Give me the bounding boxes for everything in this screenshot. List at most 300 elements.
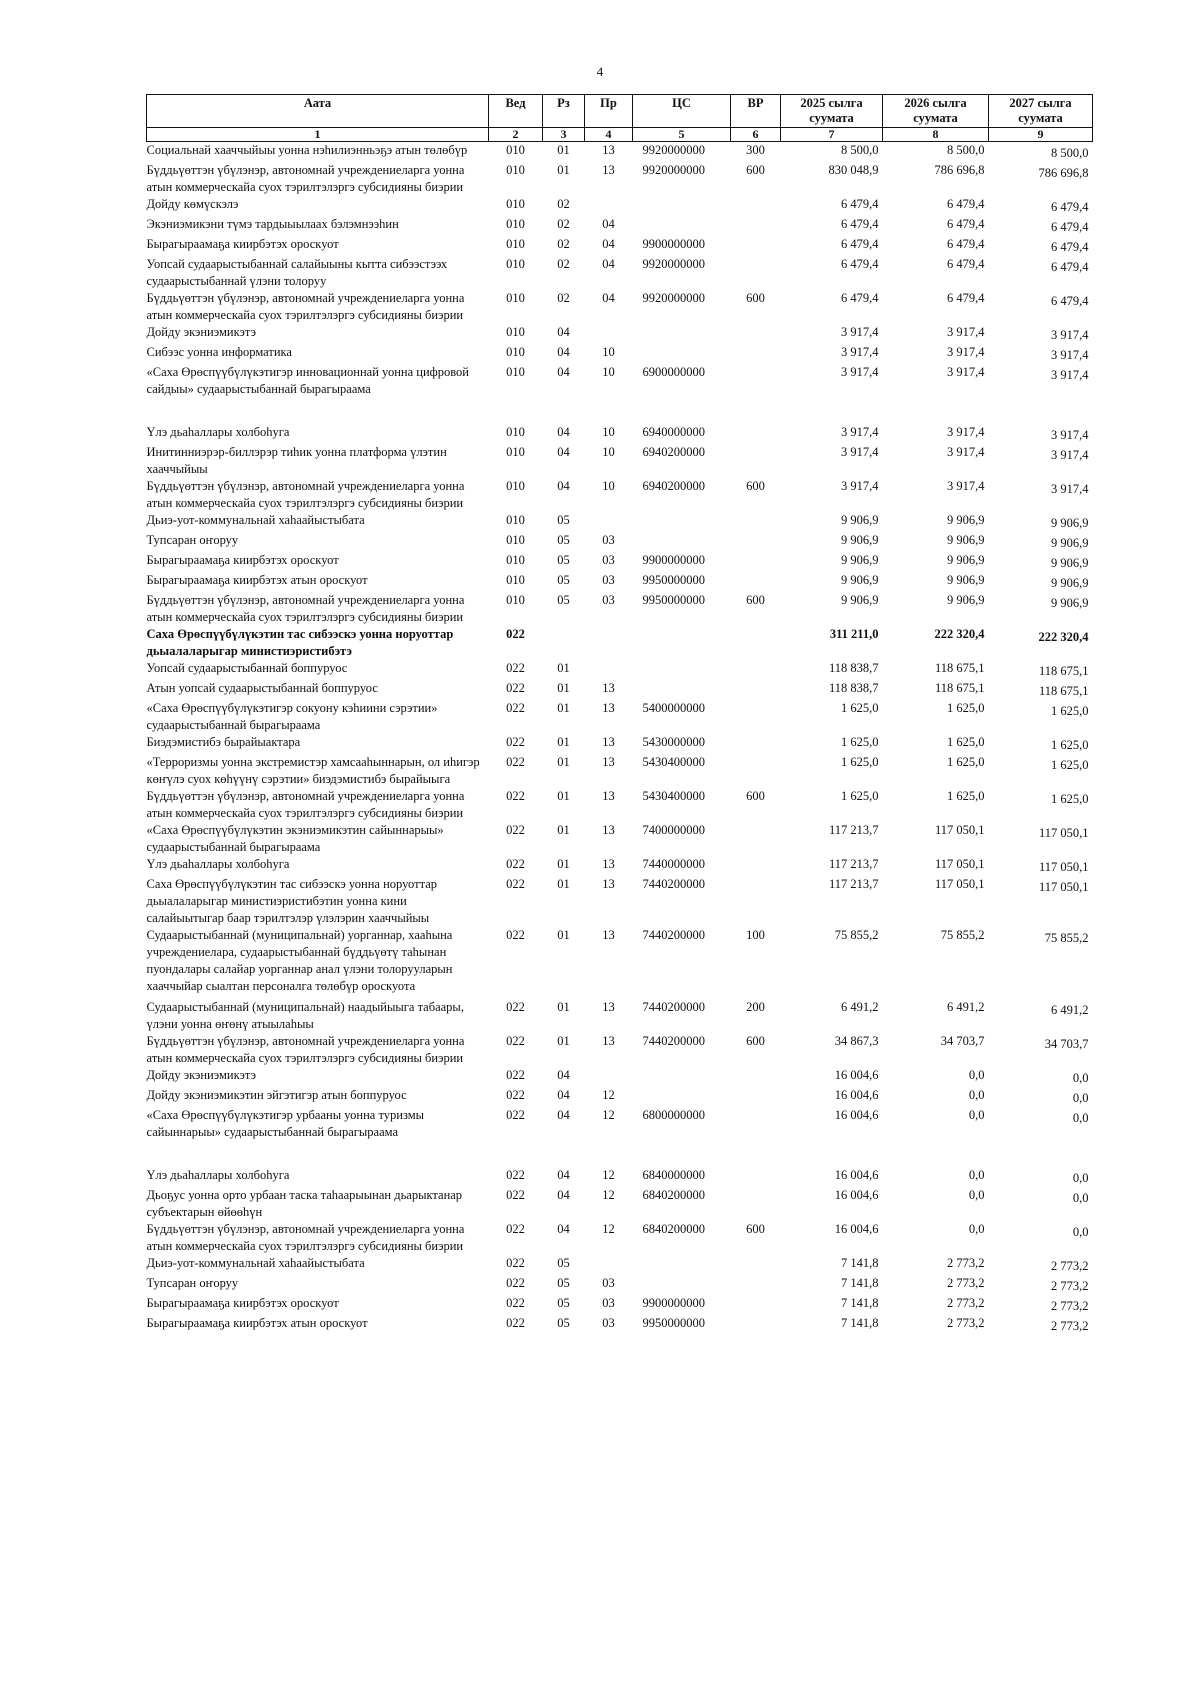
row-ved: 022 — [506, 857, 525, 871]
row-amount-2026: 6 479,4 — [947, 291, 985, 305]
table-row — [147, 822, 1093, 856]
row-ved: 010 — [506, 143, 525, 157]
column-number: 9 — [989, 128, 1093, 142]
row-amount-2027: 1 625,0 — [1051, 758, 1089, 772]
row-amount-2025: 1 625,0 — [841, 701, 879, 715]
row-pr: 13 — [602, 681, 615, 695]
row-vr: 300 — [746, 143, 765, 157]
row-ved: 010 — [506, 425, 525, 439]
row-amount-2025: 118 838,7 — [828, 661, 879, 675]
row-amount-2026: 0,0 — [968, 1068, 985, 1082]
row-amount-2026: 3 917,4 — [947, 479, 985, 493]
row-cs — [633, 532, 731, 552]
table-row — [147, 364, 1093, 424]
row-amount-2025: 3 917,4 — [841, 325, 879, 339]
row-amount-2025: 16 004,6 — [834, 1188, 879, 1202]
table-row — [147, 1275, 1093, 1295]
row-rz: 01 — [557, 143, 570, 157]
row-pr: 12 — [602, 1088, 615, 1102]
row-cs: 9950000000 — [642, 573, 705, 587]
table-row — [147, 444, 1093, 478]
table-row — [147, 1167, 1093, 1187]
row-amount-2026: 117 050,1 — [934, 877, 985, 891]
row-ved: 022 — [506, 877, 525, 891]
row-ved: 010 — [506, 325, 525, 339]
row-vr — [731, 822, 781, 856]
table-row — [147, 344, 1093, 364]
col-2027-header: 2027 сылга суумата — [989, 95, 1093, 128]
row-amount-2026: 222 320,4 — [934, 627, 985, 641]
row-amount-2027: 0,0 — [1072, 1071, 1089, 1085]
row-pr: 13 — [602, 789, 615, 803]
row-amount-2025: 311 211,0 — [829, 627, 879, 641]
row-ved: 010 — [506, 163, 525, 177]
row-vr — [731, 364, 781, 424]
row-amount-2025: 7 141,8 — [841, 1296, 879, 1310]
row-pr: 10 — [602, 479, 615, 493]
row-cs — [633, 1255, 731, 1275]
column-number: 6 — [731, 128, 781, 142]
row-pr: 03 — [602, 1296, 615, 1310]
row-amount-2025: 9 906,9 — [841, 513, 879, 527]
row-cs: 7440000000 — [642, 857, 705, 871]
row-amount-2025: 16 004,6 — [834, 1068, 879, 1082]
row-name: Сибээс уонна информатика — [146, 345, 292, 359]
row-amount-2027: 0,0 — [1072, 1171, 1089, 1185]
row-cs: 9920000000 — [642, 143, 705, 157]
row-pr — [585, 512, 633, 532]
row-amount-2027: 222 320,4 — [1038, 630, 1089, 644]
row-amount-2027: 2 773,2 — [1051, 1279, 1089, 1293]
row-rz: 01 — [557, 789, 570, 803]
column-number: 7 — [781, 128, 883, 142]
row-amount-2025: 16 004,6 — [834, 1222, 879, 1236]
row-name: Үлэ дьаһаллары холбоһуга — [146, 425, 290, 439]
row-rz: 02 — [557, 197, 570, 211]
row-amount-2025: 6 479,4 — [841, 257, 879, 271]
row-cs: 7440200000 — [642, 1000, 705, 1014]
row-name: Биэдэмистибэ бырайыактара — [146, 735, 301, 749]
row-rz: 01 — [557, 823, 570, 837]
row-vr — [731, 1167, 781, 1187]
row-pr — [585, 1255, 633, 1275]
column-number: 1 — [147, 128, 489, 142]
row-amount-2027: 3 917,4 — [1051, 448, 1089, 462]
row-cs: 9900000000 — [642, 237, 705, 251]
row-rz: 02 — [557, 257, 570, 271]
row-amount-2027: 6 479,4 — [1051, 294, 1089, 308]
row-ved: 022 — [506, 1276, 525, 1290]
row-rz: 01 — [557, 1000, 570, 1014]
row-amount-2027: 9 906,9 — [1051, 536, 1089, 550]
row-amount-2025: 7 141,8 — [841, 1316, 879, 1330]
row-amount-2026: 3 917,4 — [947, 345, 985, 359]
row-ved: 022 — [506, 755, 525, 769]
row-amount-2027: 6 479,4 — [1051, 220, 1089, 234]
row-cs — [633, 512, 731, 532]
row-rz: 05 — [557, 1316, 570, 1330]
table-row — [147, 1187, 1093, 1221]
row-vr — [731, 626, 781, 660]
row-amount-2025: 830 048,9 — [828, 163, 879, 177]
table-row — [147, 162, 1093, 196]
row-rz: 02 — [557, 217, 570, 231]
row-vr — [731, 236, 781, 256]
row-vr — [731, 734, 781, 754]
row-cs — [633, 1067, 731, 1087]
row-vr — [731, 512, 781, 532]
row-amount-2027: 3 917,4 — [1051, 348, 1089, 362]
row-vr — [731, 1275, 781, 1295]
row-rz: 01 — [557, 681, 570, 695]
row-amount-2025: 3 917,4 — [841, 479, 879, 493]
row-ved: 022 — [506, 681, 525, 695]
row-amount-2026: 0,0 — [968, 1188, 985, 1202]
row-rz: 04 — [557, 345, 570, 359]
row-pr: 04 — [602, 257, 615, 271]
row-vr: 600 — [746, 1034, 765, 1048]
row-cs: 5400000000 — [642, 701, 705, 715]
row-ved: 010 — [506, 291, 525, 305]
row-amount-2027: 1 625,0 — [1051, 792, 1089, 806]
row-amount-2025: 3 917,4 — [841, 365, 879, 379]
table-row — [147, 572, 1093, 592]
row-vr: 600 — [746, 163, 765, 177]
row-pr: 04 — [602, 291, 615, 305]
row-amount-2027: 0,0 — [1072, 1191, 1089, 1205]
row-name: Дойду экэниэмикэтин эйгэтигэр атын боппуруос — [146, 1088, 407, 1102]
row-amount-2025: 3 917,4 — [841, 445, 879, 459]
table-row — [147, 788, 1093, 822]
row-amount-2027: 3 917,4 — [1051, 482, 1089, 496]
row-vr — [731, 572, 781, 592]
row-name: Судаарыстыбаннай (муниципальнай) наадыйыыга табаары, үлэни уонна өҥөнү атыылаһыы — [146, 1000, 464, 1031]
row-amount-2025: 117 213,7 — [828, 877, 879, 891]
row-amount-2027: 6 479,4 — [1051, 260, 1089, 274]
row-amount-2027: 34 703,7 — [1044, 1037, 1089, 1051]
row-cs: 7440200000 — [642, 1034, 705, 1048]
row-amount-2027: 9 906,9 — [1051, 596, 1089, 610]
row-amount-2026: 9 906,9 — [947, 513, 985, 527]
row-pr: 12 — [602, 1168, 615, 1182]
row-vr — [731, 324, 781, 344]
row-name: Уопсай судаарыстыбаннай боппуруос — [146, 661, 348, 675]
row-amount-2026: 6 479,4 — [947, 257, 985, 271]
row-name: Бүддьүөттэн үбүлэнэр, автономнай учреждениеларга уонна атын коммерческайа суох тэрилтэлэргэ субсидияны биэрии — [146, 593, 465, 624]
table-row — [147, 734, 1093, 754]
row-amount-2025: 6 479,4 — [841, 197, 879, 211]
row-vr — [731, 532, 781, 552]
row-name: Бүддьүөттэн үбүлэнэр, автономнай учреждениеларга уонна атын коммерческайа суох тэрилтэлэргэ субсидияны биэрии — [146, 1222, 465, 1253]
row-cs — [633, 344, 731, 364]
row-amount-2025: 9 906,9 — [841, 593, 879, 607]
row-vr — [731, 256, 781, 290]
row-cs: 9950000000 — [642, 593, 705, 607]
row-amount-2025: 3 917,4 — [841, 425, 879, 439]
row-amount-2027: 9 906,9 — [1051, 516, 1089, 530]
table-row — [147, 1087, 1093, 1107]
row-rz: 02 — [557, 291, 570, 305]
table-row — [147, 290, 1093, 324]
row-amount-2025: 6 479,4 — [841, 217, 879, 231]
row-pr: 13 — [602, 1034, 615, 1048]
row-pr: 13 — [602, 143, 615, 157]
row-rz: 05 — [557, 533, 570, 547]
row-cs: 5430000000 — [642, 735, 705, 749]
row-name: Бүддьүөттэн үбүлэнэр, автономнай учреждениеларга уонна атын коммерческайа суох тэрилтэлэргэ субсидияны биэрии — [146, 163, 465, 194]
row-rz: 04 — [557, 325, 570, 339]
row-amount-2026: 2 773,2 — [947, 1316, 985, 1330]
row-amount-2027: 9 906,9 — [1051, 556, 1089, 570]
table-row — [147, 660, 1093, 680]
col-rz-header: Рз — [543, 95, 585, 128]
row-ved: 010 — [506, 553, 525, 567]
row-cs — [633, 216, 731, 236]
row-amount-2026: 1 625,0 — [947, 701, 985, 715]
row-amount-2026: 3 917,4 — [947, 325, 985, 339]
table-row — [147, 236, 1093, 256]
row-cs: 7440200000 — [642, 877, 705, 891]
row-pr: 12 — [602, 1188, 615, 1202]
row-ved: 010 — [506, 365, 525, 379]
row-cs — [633, 324, 731, 344]
row-name: Бүддьүөттэн үбүлэнэр, автономнай учреждениеларга уонна атын коммерческайа суох тэрилтэлэргэ субсидияны биэрии — [146, 1034, 465, 1065]
row-ved: 022 — [506, 1000, 525, 1014]
row-amount-2025: 34 867,3 — [834, 1034, 879, 1048]
row-amount-2026: 2 773,2 — [947, 1256, 985, 1270]
row-pr: 03 — [602, 533, 615, 547]
row-amount-2026: 0,0 — [968, 1088, 985, 1102]
row-ved: 010 — [506, 445, 525, 459]
row-name: Бүддьүөттэн үбүлэнэр, автономнай учреждениеларга уонна атын коммерческайа суох тэрилтэлэргэ субсидияны биэрии — [146, 291, 465, 322]
row-pr: 04 — [602, 217, 615, 231]
row-amount-2025: 8 500,0 — [841, 143, 879, 157]
table-row — [147, 532, 1093, 552]
row-cs — [633, 1087, 731, 1107]
table-row — [147, 216, 1093, 236]
row-amount-2027: 786 696,8 — [1038, 166, 1089, 180]
row-name: Дьиэ-уот-коммунальнай хаһаайыстыбата — [146, 513, 365, 527]
row-pr: 04 — [602, 237, 615, 251]
row-amount-2027: 1 625,0 — [1051, 704, 1089, 718]
row-rz: 05 — [557, 1276, 570, 1290]
row-rz: 04 — [557, 1088, 570, 1102]
table-row — [147, 512, 1093, 532]
row-amount-2026: 1 625,0 — [947, 755, 985, 769]
row-vr — [731, 1107, 781, 1167]
row-rz: 04 — [557, 1168, 570, 1182]
row-vr: 200 — [746, 1000, 765, 1014]
row-rz: 05 — [557, 513, 570, 527]
row-amount-2026: 9 906,9 — [947, 593, 985, 607]
row-rz: 04 — [557, 425, 570, 439]
row-amount-2027: 3 917,4 — [1051, 328, 1089, 342]
row-vr: 600 — [746, 1222, 765, 1236]
row-vr — [731, 1087, 781, 1107]
row-amount-2027: 2 773,2 — [1051, 1299, 1089, 1313]
row-name: «Саха Өрөспүүбүлүкэтин экэниэмикэтин сайыннарыы» судаарыстыбаннай бырагыраама — [146, 823, 444, 854]
row-ved: 010 — [506, 345, 525, 359]
row-name: Судаарыстыбаннай (муниципальнай) уорганнар, хааһына учреждениелара, судаарыстыбаннай бүддьүөтү таһынан пуондалары салайар уорганнар анал үлэни толорууларын хааччыйар сыалтан персоналга төлөбүр ороскуота — [146, 928, 453, 993]
row-ved: 022 — [506, 1316, 525, 1330]
row-name: Экэниэмикэни түмэ тардыыылаах бэлэмнээһин — [146, 217, 399, 231]
row-vr: 600 — [746, 479, 765, 493]
row-vr — [731, 424, 781, 444]
row-rz: 05 — [557, 1296, 570, 1310]
row-amount-2026: 75 855,2 — [940, 928, 985, 942]
row-vr — [731, 196, 781, 216]
column-number: 2 — [489, 128, 543, 142]
row-vr: 100 — [746, 928, 765, 942]
row-rz: 05 — [557, 553, 570, 567]
row-name: Бырагыраамаҕа киирбэтэх ороскуот — [146, 553, 339, 567]
row-pr: 10 — [602, 345, 615, 359]
row-pr: 13 — [602, 163, 615, 177]
row-rz: 04 — [557, 445, 570, 459]
row-cs: 7440200000 — [642, 928, 705, 942]
row-ved: 022 — [506, 661, 525, 675]
column-number: 3 — [543, 128, 585, 142]
column-number-row — [147, 128, 1093, 142]
row-cs — [633, 626, 731, 660]
row-name: «Терроризмы уонна экстремистэр хамсааһыннарын, ол иһигэр көҥүлэ суох көһүүнү сэрэтии» биэдэмистибэ бырайыыга — [146, 755, 480, 786]
row-amount-2026: 9 906,9 — [947, 573, 985, 587]
row-amount-2027: 3 917,4 — [1051, 368, 1089, 382]
row-pr: 03 — [602, 1276, 615, 1290]
table-row — [147, 1067, 1093, 1087]
row-pr: 13 — [602, 877, 615, 891]
row-name: Уопсай судаарыстыбаннай салайыыны кытта сибээстээх судаарыстыбаннай үлэни толоруу — [146, 257, 448, 288]
table-row — [147, 999, 1093, 1033]
row-amount-2026: 117 050,1 — [934, 823, 985, 837]
col-pr-header: Пр — [585, 95, 633, 128]
table-row — [147, 324, 1093, 344]
row-vr — [731, 754, 781, 788]
row-ved: 022 — [506, 1168, 525, 1182]
row-amount-2027: 6 479,4 — [1051, 200, 1089, 214]
row-amount-2025: 7 141,8 — [841, 1276, 879, 1290]
row-rz: 02 — [557, 237, 570, 251]
row-amount-2027: 6 479,4 — [1051, 240, 1089, 254]
row-rz: 01 — [557, 928, 570, 942]
row-amount-2025: 16 004,6 — [834, 1108, 879, 1122]
table-row — [147, 142, 1093, 163]
row-rz: 05 — [557, 593, 570, 607]
row-amount-2025: 9 906,9 — [841, 553, 879, 567]
row-cs: 6940200000 — [642, 445, 705, 459]
column-number: 4 — [585, 128, 633, 142]
row-amount-2025: 9 906,9 — [841, 533, 879, 547]
row-rz: 01 — [557, 1034, 570, 1048]
row-ved: 022 — [506, 1034, 525, 1048]
row-rz: 05 — [557, 1256, 570, 1270]
row-name: Тупсаран оҥоруу — [146, 1276, 239, 1290]
row-amount-2027: 3 917,4 — [1051, 428, 1089, 442]
row-pr — [585, 196, 633, 216]
row-pr: 03 — [602, 553, 615, 567]
row-vr: 600 — [746, 593, 765, 607]
table-row — [147, 592, 1093, 626]
col-2026-header: 2026 сылга суумата — [883, 95, 989, 128]
row-amount-2027: 2 773,2 — [1051, 1319, 1089, 1333]
row-name: «Саха Өрөспүүбүлүкэтигэр инновационнай уонна цифровой сайдыы» судаарыстыбаннай бырагыраама — [146, 365, 469, 396]
row-vr — [731, 444, 781, 478]
row-amount-2026: 6 479,4 — [947, 217, 985, 231]
row-amount-2025: 7 141,8 — [841, 1256, 879, 1270]
row-cs: 9900000000 — [642, 1296, 705, 1310]
row-pr: 10 — [602, 445, 615, 459]
col-ved-header: Вед — [489, 95, 543, 128]
row-amount-2027: 118 675,1 — [1038, 684, 1089, 698]
row-ved: 010 — [506, 573, 525, 587]
row-rz: 01 — [557, 661, 570, 675]
row-name: Саха Өрөспүүбүлүкэтин тас сибээскэ уонна норуоттар дьыалаларыгар министиэристибэтэ — [146, 627, 454, 658]
table-row — [147, 680, 1093, 700]
row-vr — [731, 344, 781, 364]
row-pr: 13 — [602, 823, 615, 837]
row-ved: 022 — [506, 1296, 525, 1310]
row-rz: 04 — [557, 479, 570, 493]
row-name: «Саха Өрөспүүбүлүкэтигэр сокуону кэһиини сэрэтии» судаарыстыбаннай бырагыраама — [146, 701, 438, 732]
row-name: Дойду экэниэмикэтэ — [146, 1068, 256, 1082]
row-amount-2027: 118 675,1 — [1038, 664, 1089, 678]
row-ved: 022 — [506, 823, 525, 837]
col-2025-header: 2025 сылга суумата — [781, 95, 883, 128]
row-amount-2026: 118 675,1 — [934, 681, 985, 695]
row-cs: 6900000000 — [642, 365, 705, 379]
row-cs: 6940000000 — [642, 425, 705, 439]
budget-table — [146, 94, 1093, 1335]
col-name-header: Аата — [147, 95, 489, 128]
row-amount-2025: 16 004,6 — [834, 1088, 879, 1102]
row-rz: 04 — [557, 365, 570, 379]
row-amount-2026: 0,0 — [968, 1168, 985, 1182]
row-name: Бырагыраамаҕа киирбэтэх ороскуот — [146, 237, 339, 251]
table-row — [147, 754, 1093, 788]
row-cs: 6840200000 — [642, 1188, 705, 1202]
row-rz: 01 — [557, 877, 570, 891]
row-name: Дойду көмүскэлэ — [146, 197, 239, 211]
row-name: Үлэ дьаһаллары холбоһуга — [146, 1168, 290, 1182]
row-cs: 9950000000 — [642, 1316, 705, 1330]
row-amount-2027: 117 050,1 — [1038, 826, 1089, 840]
row-cs — [633, 196, 731, 216]
row-amount-2027: 75 855,2 — [1044, 931, 1089, 945]
table-row — [147, 256, 1093, 290]
row-pr: 13 — [602, 735, 615, 749]
row-amount-2026: 1 625,0 — [947, 789, 985, 803]
row-cs: 9920000000 — [642, 291, 705, 305]
row-rz: 04 — [557, 1222, 570, 1236]
row-amount-2026: 34 703,7 — [940, 1034, 985, 1048]
table-row — [147, 552, 1093, 572]
row-rz — [543, 626, 585, 660]
row-rz: 01 — [557, 701, 570, 715]
row-amount-2026: 9 906,9 — [947, 553, 985, 567]
row-amount-2025: 6 479,4 — [841, 291, 879, 305]
row-pr: 13 — [602, 1000, 615, 1014]
row-pr: 13 — [602, 928, 615, 942]
row-rz: 01 — [557, 735, 570, 749]
col-vr-header: ВР — [731, 95, 781, 128]
row-amount-2027: 1 625,0 — [1051, 738, 1089, 752]
page-number: 4 — [596, 64, 604, 79]
row-pr: 03 — [602, 593, 615, 607]
row-name: Саха Өрөспүүбүлүкэтин тас сибээскэ уонна норуоттар дьыалаларыгар министиэристибэтин уонна кини салайыытыгар баар тэрилтэлэр үлэлэрин хааччыйыы — [146, 877, 438, 925]
row-amount-2026: 118 675,1 — [934, 661, 985, 675]
row-amount-2026: 6 479,4 — [947, 197, 985, 211]
row-cs: 6840000000 — [642, 1168, 705, 1182]
